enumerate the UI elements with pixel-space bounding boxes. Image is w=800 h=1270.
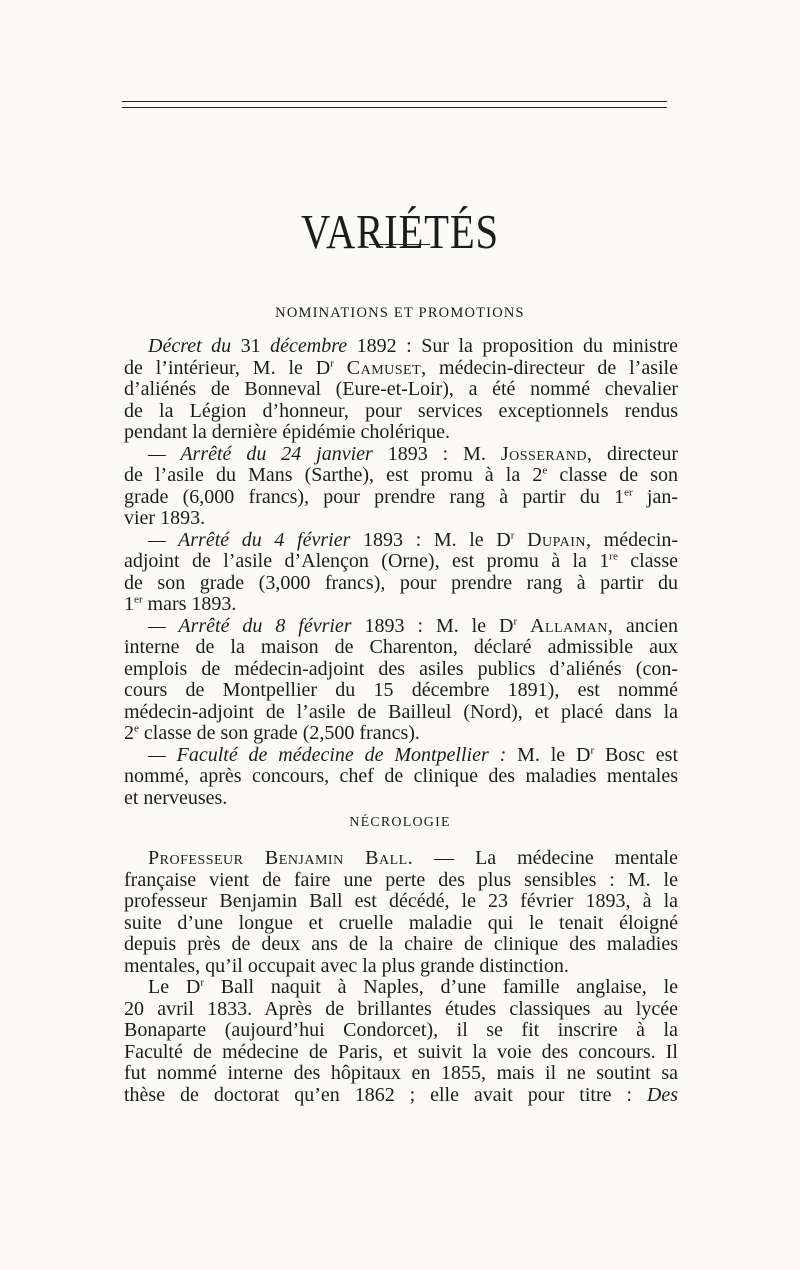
text: suite d’une longue et cruelle maladie qui le tenait éloigné bbox=[124, 911, 678, 934]
text: Bonaparte (aujourd’hui Condorcet), il se fit inscrire à la bbox=[124, 1019, 678, 1041]
paragraph-dupain bbox=[124, 530, 678, 595]
text: Bosc est bbox=[594, 743, 679, 766]
text: emplois de médecin-adjoint des asiles publics d’aliénés (con- bbox=[124, 657, 678, 680]
section-heading-necrologie: NÉCROLOGIE bbox=[349, 815, 451, 830]
person-name: Dupain bbox=[527, 528, 587, 551]
text: , médecin-directeur de l’asile bbox=[421, 356, 678, 379]
text: Le D bbox=[148, 976, 201, 998]
necrologie-body bbox=[124, 848, 678, 1106]
text: , médecin- bbox=[586, 528, 679, 551]
text: classe de son bbox=[547, 464, 678, 486]
text: fut nommé interne des hôpitaux en 1855, mais il ne soutint sa bbox=[124, 1062, 678, 1084]
text: classe de son grade (2,500 francs). bbox=[138, 722, 420, 744]
person-name: Allaman bbox=[530, 614, 608, 637]
paragraph-line bbox=[124, 723, 678, 745]
text: de son grade (3,000 francs), pour prendre rang à partir du bbox=[124, 571, 678, 594]
text: 1892 : Sur la proposition du ministre bbox=[356, 335, 679, 357]
text: professeur Benjamin Ball est décédé, le 23 février 1893, à la bbox=[124, 890, 678, 912]
text: mentales, qu’il occupait avec la plus grande distinction. bbox=[124, 954, 569, 977]
text: de la Légion d’honneur, pour services exceptionnels rendus bbox=[124, 399, 678, 422]
text: médecin-adjoint de l’asile de Bailleul (Nord), et placé dans la bbox=[124, 700, 678, 723]
text: 2 bbox=[124, 722, 134, 744]
date-text: 24 janvier bbox=[281, 442, 373, 465]
text: et nerveuses. bbox=[124, 786, 228, 809]
paragraph-bosc bbox=[124, 745, 678, 788]
text: grade (6,000 francs), pour prendre rang à partir du 1 bbox=[124, 485, 625, 508]
text: — Faculté de médecine de Montpellier : bbox=[148, 743, 507, 766]
paragraph-line bbox=[124, 594, 678, 616]
text: — Arrêté du bbox=[148, 442, 267, 465]
superscript: e bbox=[134, 722, 139, 735]
superscript: er bbox=[134, 593, 143, 606]
text: Ball naquit à Naples, d’une famille anglaise, le bbox=[203, 976, 678, 998]
top-rule-thin bbox=[122, 107, 667, 108]
section-heading-nominations: NOMINATIONS ET PROMOTIONS bbox=[275, 305, 525, 321]
paragraph-ball bbox=[124, 848, 678, 956]
text: de l’asile du Mans (Sarthe), est promu à la 2 bbox=[124, 464, 543, 486]
text: — Arrêté du bbox=[148, 614, 263, 637]
text: 31 bbox=[240, 335, 261, 357]
text: classe bbox=[617, 550, 678, 572]
text: nommé, après concours, chef de clinique des maladies mentales bbox=[124, 765, 678, 787]
person-name: Camuset bbox=[346, 356, 422, 379]
paragraph-line bbox=[124, 956, 678, 978]
date-text: Décret du bbox=[148, 335, 232, 357]
paragraph-ball-biography bbox=[124, 977, 678, 1106]
text: adjoint de l’asile d’Alençon (Orne), est promu à la 1 bbox=[124, 550, 610, 572]
paragraph-line bbox=[124, 508, 678, 530]
person-name: Professeur Benjamin Ball. bbox=[148, 847, 414, 869]
superscript: r bbox=[510, 528, 515, 541]
text: interne de la maison de Charenton, déclaré admissible aux bbox=[124, 636, 678, 658]
nominations-body bbox=[124, 336, 678, 809]
text: d’aliénés de Bonneval (Eure-et-Loir), a été nommé chevalier bbox=[124, 378, 678, 400]
text: 20 avril 1833. Après de brillantes études classiques au lycée bbox=[124, 997, 678, 1020]
title-rule bbox=[369, 244, 430, 245]
paragraph-line bbox=[124, 422, 678, 444]
paragraph-decret bbox=[124, 336, 678, 422]
person-name: Josserand bbox=[500, 442, 588, 465]
top-rule bbox=[122, 101, 667, 102]
text: thèse de doctorat qu’en 1862 ; elle avait pour titre : bbox=[124, 1083, 632, 1106]
text: pendant la dernière épidémie cholérique. bbox=[124, 421, 450, 443]
page-title: VARIÉTÉS bbox=[301, 203, 499, 259]
superscript: r bbox=[590, 743, 595, 756]
superscript: r bbox=[200, 976, 204, 989]
text: 1893 : M. le D bbox=[364, 614, 514, 637]
italic-text: Des bbox=[646, 1083, 678, 1106]
paragraph-josserand bbox=[124, 444, 678, 509]
superscript: re bbox=[609, 550, 618, 563]
text: 1893 : M. le D bbox=[363, 528, 511, 551]
text: jan- bbox=[632, 485, 678, 508]
text: , directeur bbox=[587, 442, 679, 465]
text: 1893 : M. bbox=[387, 442, 486, 465]
date-text: 4 février bbox=[274, 528, 351, 551]
text: mars 1893. bbox=[142, 593, 237, 615]
text: vier 1893. bbox=[124, 507, 206, 529]
paragraph-allaman bbox=[124, 616, 678, 724]
text: de l’intérieur, M. le D bbox=[124, 356, 331, 379]
superscript: r bbox=[513, 614, 518, 627]
text: M. le D bbox=[506, 743, 591, 766]
text: française vient de faire une perte des plus sensibles : M. le bbox=[124, 868, 678, 891]
text: Faculté de médecine de Paris, et suivit la voie des concours. Il bbox=[124, 1040, 678, 1063]
text: — Arrêté du bbox=[148, 528, 262, 551]
text: cours de Montpellier du 15 décembre 1891), est nommé bbox=[124, 679, 678, 701]
superscript: er bbox=[624, 485, 633, 498]
text: 1 bbox=[124, 593, 134, 615]
date-text: 8 février bbox=[275, 614, 352, 637]
superscript: r bbox=[330, 356, 334, 369]
date-text: décembre bbox=[270, 335, 348, 357]
text: — La médecine mentale bbox=[413, 847, 678, 869]
text: , ancien bbox=[607, 614, 679, 637]
superscript: e bbox=[542, 464, 548, 477]
text: depuis près de deux ans de la chaire de clinique des maladies bbox=[124, 933, 678, 955]
paragraph-line bbox=[124, 788, 678, 810]
